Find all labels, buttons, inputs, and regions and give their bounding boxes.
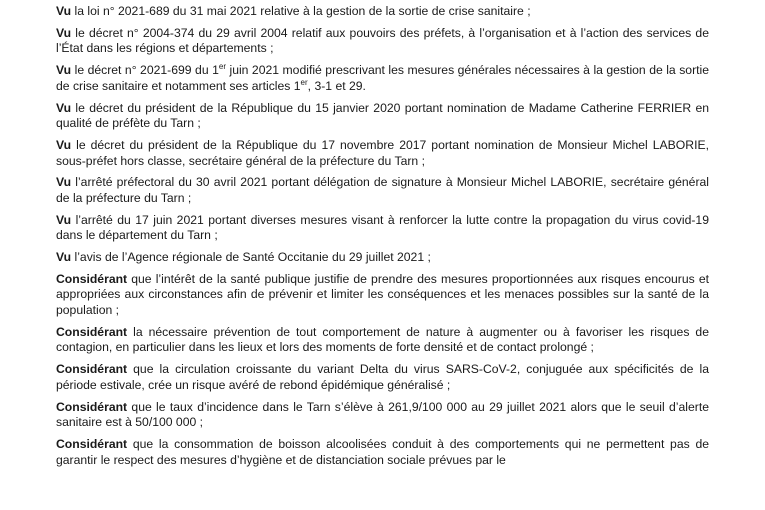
paragraph-text: la nécessaire prévention de tout comportement de nature à augmenter ou à favoriser les risques de contagion, en particulier dans les lieux et lors des moments de forte densité et de contact prolongé ; [56, 324, 709, 355]
paragraph-keyword: Vu [56, 4, 72, 18]
paragraph-text: le décret du président de la République du 17 novembre 2017 portant nomination de Monsieur Michel LABORIE, sous-préfet hors classe, secrétaire général de la préfecture du Tarn ; [56, 137, 709, 168]
paragraph-vu-decret-secretaire-general [56, 138, 709, 169]
paragraph-text: que l’intérêt de la santé publique justifie de prendre des mesures proportionnées aux risques encourus et appropriées aux circonstances afin de prévenir et limiter les conséquences et les menaces possibles sur la santé de la population ; [56, 271, 709, 317]
paragraph-keyword: Vu [56, 63, 72, 78]
paragraph-text: que la circulation croissante du variant Delta du virus SARS-CoV-2, conjuguée aux spécificités de la période estivale, crée un risque avéré de rebond épidémique généralisé ; [56, 362, 709, 392]
paragraph-vu-arrete-delegation [56, 175, 709, 206]
paragraph-keyword: Vu [56, 137, 72, 152]
paragraph-keyword: Considérant [56, 324, 128, 339]
paragraph-keyword: Vu [56, 25, 72, 40]
paragraph-keyword: Considérant [56, 436, 128, 451]
paragraph-considerant-alcool [56, 437, 709, 468]
paragraph-vu-loi-2021-689 [56, 4, 709, 20]
paragraph-keyword: Considérant [56, 399, 128, 414]
paragraph-considerant-variant-delta [56, 362, 709, 393]
paragraph-vu-avis-ars [56, 250, 709, 266]
paragraph-considerant-taux-incidence [56, 400, 709, 431]
paragraph-keyword: Vu [56, 175, 72, 190]
paragraph-keyword: Vu [56, 212, 72, 227]
paragraph-vu-decret-2021-699 [56, 63, 709, 94]
paragraph-keyword: Vu [56, 250, 72, 265]
paragraph-considerant-sante-publique [56, 272, 709, 319]
paragraph-text: que le taux d’incidence dans le Tarn s’élève à 261,9/100 000 au 29 juillet 2021 alors que le seuil d’alerte sanitaire est à 50/100 000 ; [56, 399, 709, 430]
paragraph-text: la loi n° 2021-689 du 31 mai 2021 relative à la gestion de la sortie de crise sanitaire ; [71, 4, 531, 18]
paragraph-text: le décret n° 2004-374 du 29 avril 2004 relatif aux pouvoirs des préfets, à l’organisation et à l’action des services de l’État dans les régions et départements ; [56, 25, 709, 56]
paragraph-text: le décret du président de la République du 15 janvier 2020 portant nomination de Madame Catherine FERRIER en qualité de préfète du Tarn ; [56, 100, 709, 131]
paragraph-keyword: Vu [56, 100, 72, 115]
paragraph-text: l’arrêté du 17 juin 2021 portant diverses mesures visant à renforcer la lutte contre la propagation du virus covid-19 dans le département du Tarn ; [56, 212, 709, 243]
paragraph-text: le décret n° 2021-699 du 1er juin 2021 modifié prescrivant les mesures générales nécessaires à la gestion de la sortie de crise sanitaire et notamment ses articles 1er, 3-1 et 29. [56, 62, 709, 93]
paragraph-vu-decret-2004-374 [56, 26, 709, 57]
paragraph-keyword: Considérant [56, 362, 128, 377]
paragraph-keyword: Considérant [56, 271, 128, 286]
paragraph-considerant-prevention [56, 325, 709, 356]
paragraph-text: l’avis de l’Agence régionale de Santé Occitanie du 29 juillet 2021 ; [71, 250, 431, 265]
paragraph-text: l’arrêté préfectoral du 30 avril 2021 portant délégation de signature à Monsieur Michel LABORIE, secrétaire général de la préfecture du Tarn ; [56, 175, 709, 205]
paragraph-vu-decret-prefete [56, 101, 709, 132]
paragraph-vu-arrete-17-juin [56, 213, 709, 244]
paragraph-text: que la consommation de boisson alcoolisées conduit à des comportements qui ne permettent pas de garantir le respect des mesures d’hygiène et de distanciation sociale prévues par le [56, 436, 709, 467]
